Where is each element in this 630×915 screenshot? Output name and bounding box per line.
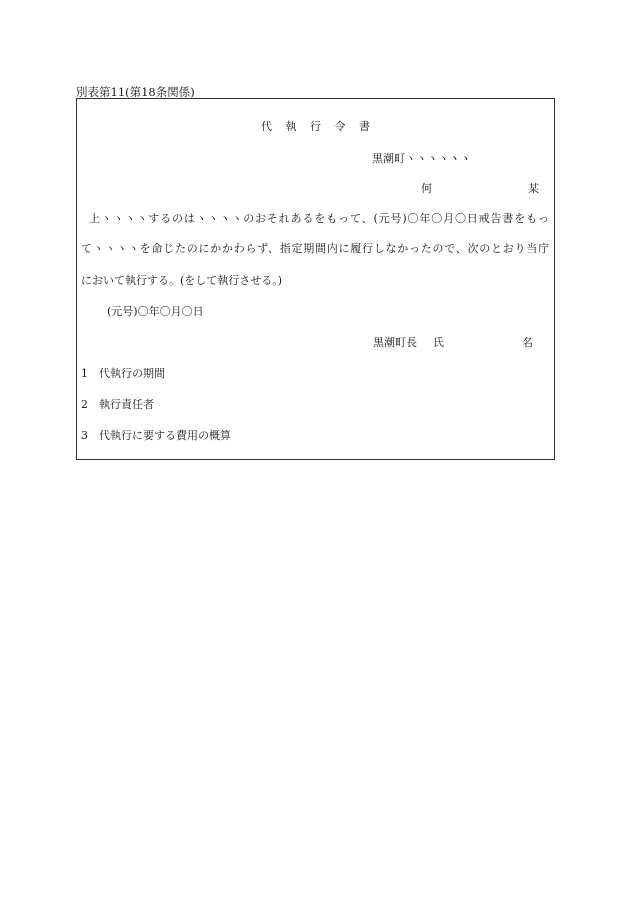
body-text-line-1: 上ヽヽヽヽするのはヽヽヽヽのおそれあるをもって、(元号)〇年〇月〇日戒告書をもっ (89, 212, 549, 225)
signer-line (373, 337, 533, 348)
body-text-line-2: てヽヽヽヽを命じたのにかかわらず、指定期間内に履行しなかったので、次のとおり当庁 (81, 242, 549, 255)
list-item-text: 代執行に要する費用の概算 (99, 429, 231, 442)
list-item (81, 399, 154, 410)
list-item-text: 執行責任者 (99, 398, 154, 411)
title-char: 書 (359, 120, 370, 133)
signer-name-part-2: 名 (522, 336, 533, 349)
title-char: 代 (261, 120, 272, 133)
list-item-number: 3 (81, 429, 88, 442)
sender-left: 何 (421, 182, 479, 195)
list-item-number: 1 (81, 367, 88, 380)
title-char: 執 (285, 120, 297, 133)
signer-name-part-1: 氏 (433, 336, 444, 349)
sender-name (421, 183, 539, 194)
issue-date: (元号)〇年〇月〇日 (107, 305, 204, 318)
sender-right: 某 (528, 182, 539, 195)
signer-title: 黒潮町長 (373, 336, 417, 349)
list-item (81, 368, 165, 379)
title-char: 令 (334, 120, 346, 133)
form-title (77, 121, 554, 132)
document-caption: 別表第11(第18条関係) (76, 85, 195, 99)
body-text-line-3: において執行する。(をして執行させる。) (81, 274, 283, 287)
addressee: 黒潮町ヽヽヽヽヽヽ (372, 152, 471, 165)
list-item (81, 430, 231, 441)
title-char: 行 (310, 120, 321, 133)
list-item-number: 2 (81, 398, 88, 411)
execution-order-form (76, 98, 555, 460)
list-item-text: 代執行の期間 (99, 367, 165, 380)
